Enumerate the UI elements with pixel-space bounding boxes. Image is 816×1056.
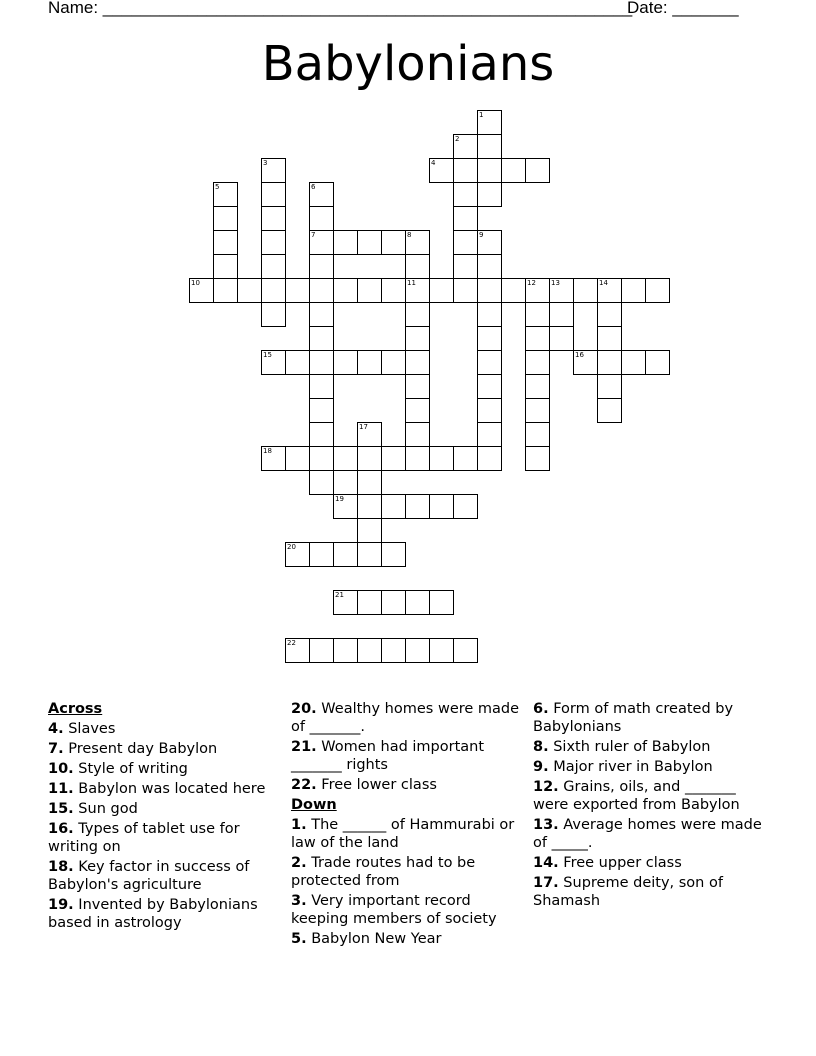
- crossword-cell[interactable]: [405, 350, 430, 375]
- crossword-cell[interactable]: [477, 278, 502, 303]
- clue-down-8: 8. Sixth ruler of Babylon: [533, 739, 711, 755]
- crossword-cell[interactable]: [597, 374, 622, 399]
- clue-column-1: [48, 700, 280, 934]
- crossword-cell[interactable]: [333, 446, 358, 471]
- crossword-cell[interactable]: [477, 374, 502, 399]
- clue-down-13: 13. Average homes were made of _____.: [533, 817, 762, 851]
- crossword-cell[interactable]: [573, 350, 598, 375]
- crossword-cell[interactable]: [357, 638, 382, 663]
- cell-number: 21: [335, 591, 344, 599]
- crossword-cell[interactable]: [621, 350, 646, 375]
- crossword-cell[interactable]: [381, 638, 406, 663]
- crossword-cell[interactable]: [261, 446, 286, 471]
- crossword-cell[interactable]: [525, 350, 550, 375]
- cell-number: 16: [575, 351, 584, 359]
- crossword-cell[interactable]: [429, 638, 454, 663]
- cell-number: 13: [551, 279, 560, 287]
- crossword-cell[interactable]: [477, 182, 502, 207]
- crossword-cell[interactable]: [213, 278, 238, 303]
- crossword-cell[interactable]: [261, 230, 286, 255]
- crossword-cell[interactable]: [213, 230, 238, 255]
- crossword-cell[interactable]: [405, 590, 430, 615]
- crossword-cell[interactable]: [309, 254, 334, 279]
- cell-number: 10: [191, 279, 200, 287]
- crossword-cell[interactable]: [453, 638, 478, 663]
- crossword-cell[interactable]: [357, 422, 382, 447]
- crossword-cell[interactable]: [549, 302, 574, 327]
- down-heading: Down: [291, 797, 337, 813]
- clue-down-12: 12. Grains, oils, and _______ were exported from Babylon: [533, 779, 740, 813]
- page-title: Babylonians: [261, 36, 555, 92]
- crossword-cell[interactable]: [405, 302, 430, 327]
- crossword-cell[interactable]: [309, 422, 334, 447]
- crossword-cell[interactable]: [309, 326, 334, 351]
- crossword-cell[interactable]: [309, 470, 334, 495]
- crossword-cell[interactable]: [309, 350, 334, 375]
- crossword-cell[interactable]: [405, 422, 430, 447]
- crossword-cell[interactable]: [333, 230, 358, 255]
- crossword-cell[interactable]: [357, 446, 382, 471]
- crossword-cell[interactable]: [549, 278, 574, 303]
- crossword-cell[interactable]: [405, 254, 430, 279]
- crossword-cell[interactable]: [453, 254, 478, 279]
- crossword-cell[interactable]: [189, 278, 214, 303]
- crossword-cell[interactable]: [261, 206, 286, 231]
- crossword-cell[interactable]: [261, 254, 286, 279]
- crossword-cell[interactable]: [333, 542, 358, 567]
- crossword-cell[interactable]: [309, 446, 334, 471]
- cell-number: 9: [479, 231, 484, 239]
- crossword-cell[interactable]: [381, 446, 406, 471]
- crossword-cell[interactable]: [213, 254, 238, 279]
- crossword-cell[interactable]: [285, 350, 310, 375]
- crossword-cell[interactable]: [405, 326, 430, 351]
- crossword-cell[interactable]: [453, 446, 478, 471]
- crossword-cell[interactable]: [309, 206, 334, 231]
- clue-down-9: 9. Major river in Babylon: [533, 759, 713, 775]
- crossword-cell[interactable]: [477, 422, 502, 447]
- crossword-cell[interactable]: [429, 494, 454, 519]
- crossword-cell[interactable]: [333, 494, 358, 519]
- crossword-cell[interactable]: [429, 590, 454, 615]
- crossword-cell[interactable]: [405, 230, 430, 255]
- cell-number: 20: [287, 543, 296, 551]
- name-field-label: Name: ________________________________________________________: [48, 0, 633, 17]
- crossword-cell[interactable]: [477, 446, 502, 471]
- crossword-cell[interactable]: [309, 302, 334, 327]
- clue-down-6: 6. Form of math created by Babylonians: [533, 701, 734, 735]
- crossword-cell[interactable]: [357, 230, 382, 255]
- crossword-cell[interactable]: [597, 398, 622, 423]
- crossword-cell[interactable]: [357, 470, 382, 495]
- cell-number: 17: [359, 423, 368, 431]
- crossword-cell[interactable]: [309, 374, 334, 399]
- crossword-cell[interactable]: [261, 350, 286, 375]
- crossword-cell[interactable]: [429, 158, 454, 183]
- crossword-cell[interactable]: [597, 278, 622, 303]
- crossword-cell[interactable]: [309, 542, 334, 567]
- crossword-cell[interactable]: [357, 350, 382, 375]
- cell-number: 7: [311, 231, 316, 239]
- crossword-cell[interactable]: [453, 206, 478, 231]
- clue-across-10: 10. Style of writing: [48, 761, 188, 777]
- crossword-cell[interactable]: [453, 278, 478, 303]
- cell-number: 19: [335, 495, 344, 503]
- crossword-cell[interactable]: [429, 278, 454, 303]
- crossword-cell[interactable]: [381, 542, 406, 567]
- crossword-cell[interactable]: [381, 590, 406, 615]
- crossword-cell[interactable]: [333, 590, 358, 615]
- cell-number: 12: [527, 279, 536, 287]
- crossword-cell[interactable]: [381, 494, 406, 519]
- crossword-cell[interactable]: [501, 158, 526, 183]
- crossword-cell[interactable]: [357, 278, 382, 303]
- cell-number: 3: [263, 159, 268, 167]
- crossword-cell[interactable]: [525, 278, 550, 303]
- crossword-cell[interactable]: [261, 182, 286, 207]
- crossword-cell[interactable]: [525, 302, 550, 327]
- clue-across-7: 7. Present day Babylon: [48, 741, 218, 757]
- crossword-cell[interactable]: [525, 398, 550, 423]
- crossword-cell[interactable]: [357, 494, 382, 519]
- crossword-cell[interactable]: [285, 638, 310, 663]
- crossword-cell[interactable]: [285, 446, 310, 471]
- crossword-cell[interactable]: [309, 230, 334, 255]
- crossword-cell[interactable]: [333, 638, 358, 663]
- crossword-cell[interactable]: [525, 422, 550, 447]
- clue-down-5: 5. Babylon New Year: [291, 931, 442, 947]
- clue-across-11: 11. Babylon was located here: [48, 781, 266, 797]
- cell-number: 2: [455, 135, 460, 143]
- crossword-cell[interactable]: [477, 134, 502, 159]
- crossword-cell[interactable]: [405, 446, 430, 471]
- crossword-cell[interactable]: [477, 350, 502, 375]
- crossword-cell[interactable]: [237, 278, 262, 303]
- cell-number: 5: [215, 183, 220, 191]
- crossword-cell[interactable]: [453, 494, 478, 519]
- clue-down-2: 2. Trade routes had to be protected from: [291, 855, 476, 889]
- crossword-cell[interactable]: [309, 182, 334, 207]
- crossword-cell[interactable]: [285, 278, 310, 303]
- crossword-cell[interactable]: [525, 158, 550, 183]
- crossword-cell[interactable]: [477, 302, 502, 327]
- crossword-cell[interactable]: [261, 302, 286, 327]
- cell-number: 8: [407, 231, 412, 239]
- date-field-label: Date: _______: [627, 0, 739, 17]
- crossword-cell[interactable]: [597, 350, 622, 375]
- clue-across-20: 20. Wealthy homes were made of _______.: [291, 701, 520, 735]
- clue-across-19: 19. Invented by Babylonians based in astrology: [48, 897, 258, 931]
- cell-number: 4: [431, 159, 436, 167]
- clue-across-16: 16. Types of tablet use for writing on: [48, 821, 240, 855]
- across-heading: Across: [48, 701, 103, 717]
- crossword-cell[interactable]: [381, 278, 406, 303]
- crossword-cell[interactable]: [525, 446, 550, 471]
- clue-down-17: 17. Supreme deity, son of Shamash: [533, 875, 723, 909]
- crossword-cell[interactable]: [309, 398, 334, 423]
- cell-number: 6: [311, 183, 316, 191]
- crossword-cell[interactable]: [429, 446, 454, 471]
- crossword-cell[interactable]: [405, 398, 430, 423]
- cell-number: 14: [599, 279, 608, 287]
- clue-down-14: 14. Free upper class: [533, 855, 682, 871]
- clue-across-4: 4. Slaves: [48, 721, 116, 737]
- crossword-cell[interactable]: [597, 302, 622, 327]
- clue-column-2: [291, 700, 523, 950]
- crossword-cell[interactable]: [261, 158, 286, 183]
- crossword-cell[interactable]: [213, 182, 238, 207]
- crossword-cell[interactable]: [381, 350, 406, 375]
- crossword-cell[interactable]: [597, 326, 622, 351]
- crossword-cell[interactable]: [405, 494, 430, 519]
- crossword-cell[interactable]: [357, 590, 382, 615]
- crossword-cell[interactable]: [501, 278, 526, 303]
- crossword-cell[interactable]: [525, 326, 550, 351]
- crossword-cell[interactable]: [477, 326, 502, 351]
- crossword-cell[interactable]: [357, 518, 382, 543]
- crossword-cell[interactable]: [453, 158, 478, 183]
- crossword-cell[interactable]: [405, 278, 430, 303]
- crossword-cell[interactable]: [645, 278, 670, 303]
- crossword-cell[interactable]: [453, 182, 478, 207]
- crossword-cell[interactable]: [333, 278, 358, 303]
- crossword-cell[interactable]: [477, 110, 502, 135]
- crossword-cell[interactable]: [309, 638, 334, 663]
- crossword-cell[interactable]: [645, 350, 670, 375]
- clue-across-22: 22. Free lower class: [291, 777, 437, 793]
- crossword-cell[interactable]: [405, 374, 430, 399]
- cell-number: 1: [479, 111, 484, 119]
- cell-number: 18: [263, 447, 272, 455]
- clue-across-15: 15. Sun god: [48, 801, 138, 817]
- crossword-cell[interactable]: [549, 326, 574, 351]
- crossword-cell[interactable]: [333, 350, 358, 375]
- crossword-cell[interactable]: [477, 158, 502, 183]
- crossword-cell[interactable]: [573, 278, 598, 303]
- clue-across-21: 21. Women had important _______ rights: [291, 739, 485, 773]
- crossword-cell[interactable]: [309, 278, 334, 303]
- crossword-cell[interactable]: [621, 278, 646, 303]
- crossword-cell[interactable]: [525, 374, 550, 399]
- crossword-cell[interactable]: [261, 278, 286, 303]
- crossword-cell[interactable]: [477, 230, 502, 255]
- crossword-cell[interactable]: [477, 254, 502, 279]
- clue-down-3: 3. Very important record keeping members of society: [291, 893, 497, 927]
- crossword-cell[interactable]: [453, 230, 478, 255]
- crossword-cell[interactable]: [453, 134, 478, 159]
- crossword-cell[interactable]: [285, 542, 310, 567]
- crossword-cell[interactable]: [477, 398, 502, 423]
- crossword-cell[interactable]: [381, 230, 406, 255]
- cell-number: 11: [407, 279, 416, 287]
- crossword-cell[interactable]: [213, 206, 238, 231]
- cell-number: 22: [287, 639, 296, 647]
- clue-column-3: [533, 700, 765, 912]
- clue-across-18: 18. Key factor in success of Babylon's agriculture: [48, 859, 250, 893]
- crossword-cell[interactable]: [357, 542, 382, 567]
- cell-number: 15: [263, 351, 272, 359]
- clue-down-1: 1. The ______ of Hammurabi or law of the land: [291, 817, 515, 851]
- crossword-cell[interactable]: [405, 638, 430, 663]
